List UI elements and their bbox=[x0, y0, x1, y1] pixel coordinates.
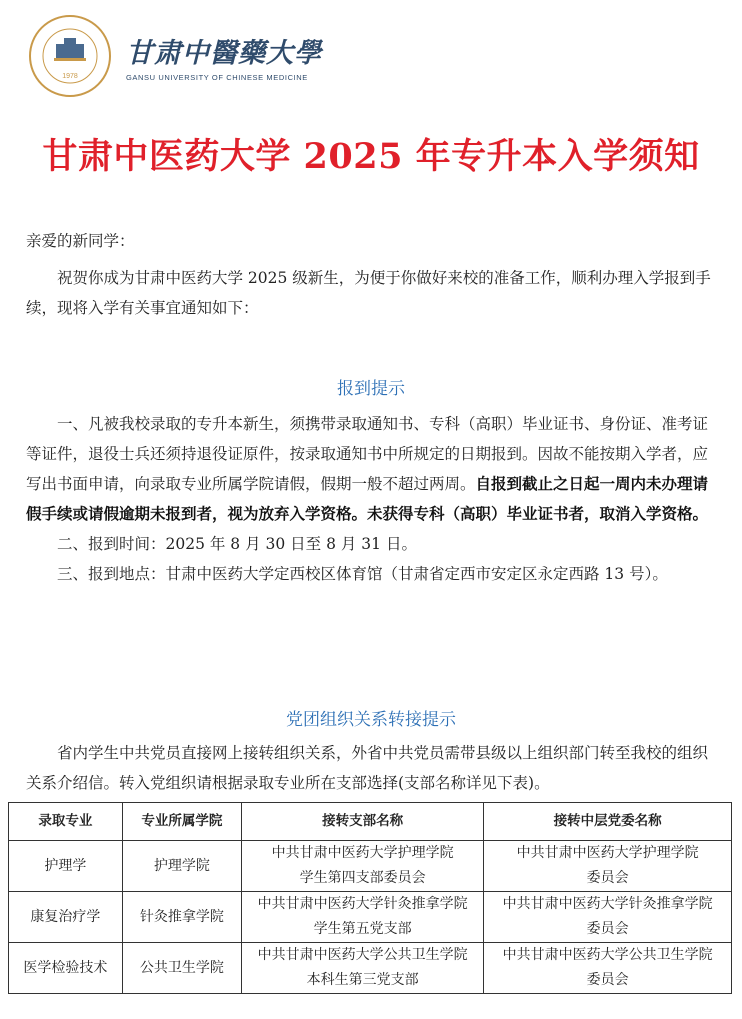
table-cell: 中共甘肃中医药大学公共卫生学院 本科生第三党支部 bbox=[242, 943, 484, 994]
table-cell: 中共甘肃中医药大学针灸推拿学院 委员会 bbox=[484, 892, 732, 943]
registration-location: 三、报到地点：甘肃中医药大学定西校区体育馆（甘肃省定西市安定区永定西路 13 号）。 bbox=[57, 565, 668, 583]
page-title: 甘肃中医药大学 2025 年专升本入学须知 bbox=[42, 136, 700, 177]
party-transfer-block bbox=[26, 738, 716, 798]
intro-block bbox=[26, 263, 716, 323]
registration-paragraph-1 bbox=[26, 409, 716, 529]
salutation: 亲爱的新同学： bbox=[26, 232, 135, 250]
table-header-cell: 接转中层党委名称 bbox=[484, 803, 732, 841]
section-title-registration: 报到提示 bbox=[337, 379, 405, 399]
table-row bbox=[9, 943, 732, 994]
table-header-cell: 录取专业 bbox=[9, 803, 123, 841]
university-seal-logo bbox=[28, 14, 112, 98]
table-cell: 医学检验技术 bbox=[9, 943, 123, 994]
table-cell: 公共卫生学院 bbox=[122, 943, 241, 994]
header bbox=[28, 14, 322, 98]
table-row bbox=[9, 841, 732, 892]
registration-time: 二、报到时间：2025 年 8 月 30 日至 8 月 31 日。 bbox=[57, 535, 417, 553]
table-header-row bbox=[9, 803, 732, 841]
table-cell: 护理学 bbox=[9, 841, 123, 892]
table-cell: 针灸推拿学院 bbox=[122, 892, 241, 943]
table-cell: 护理学院 bbox=[122, 841, 241, 892]
party-transfer-paragraph: 省内学生中共党员直接网上接转组织关系，外省中共党员需带县级以上组织部门转至我校的组织关系介绍信。转入党组织请根据录取专业所在支部选择(支部名称详见下表)。 bbox=[26, 744, 709, 792]
branch-table bbox=[8, 802, 732, 994]
table-cell: 中共甘肃中医药大学针灸推拿学院 学生第五党支部 bbox=[242, 892, 484, 943]
table-row bbox=[9, 892, 732, 943]
brand-english-name: GANSU UNIVERSITY OF CHINESE MEDICINE bbox=[126, 72, 308, 82]
registration-text-bold: 自报到截止之日起一周内未办理请假手续或请假逾期未报到者，视为放弃入学资格。未获得专科（高职）毕业证书者，取消入学资格。 bbox=[26, 474, 709, 523]
table-header-cell: 接转支部名称 bbox=[242, 803, 484, 841]
table-cell: 中共甘肃中医药大学护理学院 学生第四支部委员会 bbox=[242, 841, 484, 892]
brand-chinese-name: 甘肃中醫藥大學 bbox=[126, 37, 322, 69]
table-cell: 中共甘肃中医药大学公共卫生学院 委员会 bbox=[484, 943, 732, 994]
registration-text-normal: 一、凡被我校录取的专升本新生，须携带录取通知书、专科（高职）毕业证书、身份证、准考证等证件，退役士兵还须持退役证原件，按录取通知书中所规定的日期报到。因故不能按期入学者，应写出书面申请，向录取专业所属学院请假，假期一般不超过两周。 bbox=[26, 415, 709, 493]
seal-year-text: 1978 bbox=[62, 73, 78, 80]
table-header-cell: 专业所属学院 bbox=[122, 803, 241, 841]
section-title-party-transfer: 党团组织关系转接提示 bbox=[286, 710, 456, 730]
table-cell: 中共甘肃中医药大学护理学院 委员会 bbox=[484, 841, 732, 892]
intro-paragraph: 祝贺你成为甘肃中医药大学 2025 级新生，为便于你做好来校的准备工作，顺利办理入学报到手续，现将入学有关事宜通知如下： bbox=[26, 269, 711, 317]
table-cell: 康复治疗学 bbox=[9, 892, 123, 943]
brand bbox=[126, 31, 322, 82]
registration-block bbox=[26, 409, 716, 589]
